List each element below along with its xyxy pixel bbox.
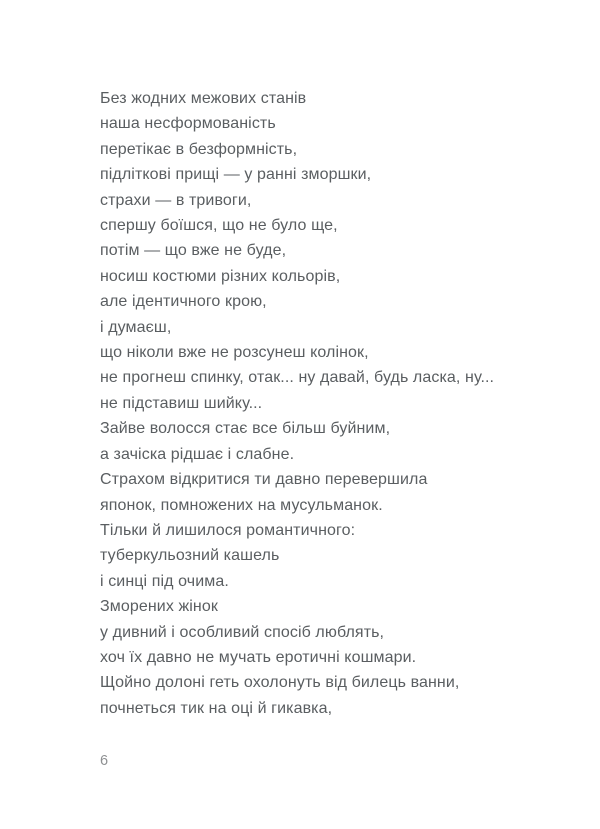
poem-line: потім — що вже не буде, bbox=[100, 242, 287, 260]
poem-line: підліткові прищі — у ранні зморшки, bbox=[100, 166, 372, 184]
poem-line: туберкульозний кашель bbox=[100, 547, 280, 565]
poem-line: не підставиш шийку... bbox=[100, 394, 263, 412]
poem-line: почнеться тик на оці й гикавка, bbox=[100, 699, 333, 717]
poem-line: і синці під очима. bbox=[100, 572, 229, 590]
page-number: 6 bbox=[100, 753, 109, 769]
poem-line: Тільки й лишилося романтичного: bbox=[100, 521, 356, 539]
poem-line: Страхом відкритися ти давно перевершила bbox=[100, 471, 428, 489]
poem-line: Зморених жінок bbox=[100, 598, 218, 616]
poem-line: що ніколи вже не розсунеш колінок, bbox=[100, 344, 369, 362]
poem-line: не прогнеш спинку, отак... ну давай, будь ласка, ну... bbox=[100, 369, 495, 387]
poem-line: а зачіска рідшає і слабне. bbox=[100, 445, 295, 463]
poem-line: у дивний і особливий спосіб люблять, bbox=[100, 623, 385, 641]
poem-line: і думаєш, bbox=[100, 318, 172, 336]
poem-line: Без жодних межових станів bbox=[100, 90, 307, 107]
poem-line: перетікає в безформність, bbox=[100, 140, 298, 158]
poem-line: страхи — в тривоги, bbox=[100, 191, 252, 209]
poem-line: Щойно долоні геть охолонуть від билець ванни, bbox=[100, 674, 460, 692]
poem-line: японок, помножених на мусульманок. bbox=[100, 496, 383, 514]
poem-line: Зайве волосся стає все більш буйним, bbox=[100, 420, 391, 438]
poem-line: наша несформованість bbox=[100, 115, 276, 133]
poem-line: спершу боїшся, що не було ще, bbox=[100, 217, 338, 235]
poem-line: але ідентичного крою, bbox=[100, 293, 267, 311]
poem-text-block bbox=[100, 86, 540, 721]
poem-line: носиш костюми різних кольорів, bbox=[100, 267, 341, 285]
poem-line: хоч їх давно не мучать еротичні кошмари. bbox=[100, 648, 417, 666]
